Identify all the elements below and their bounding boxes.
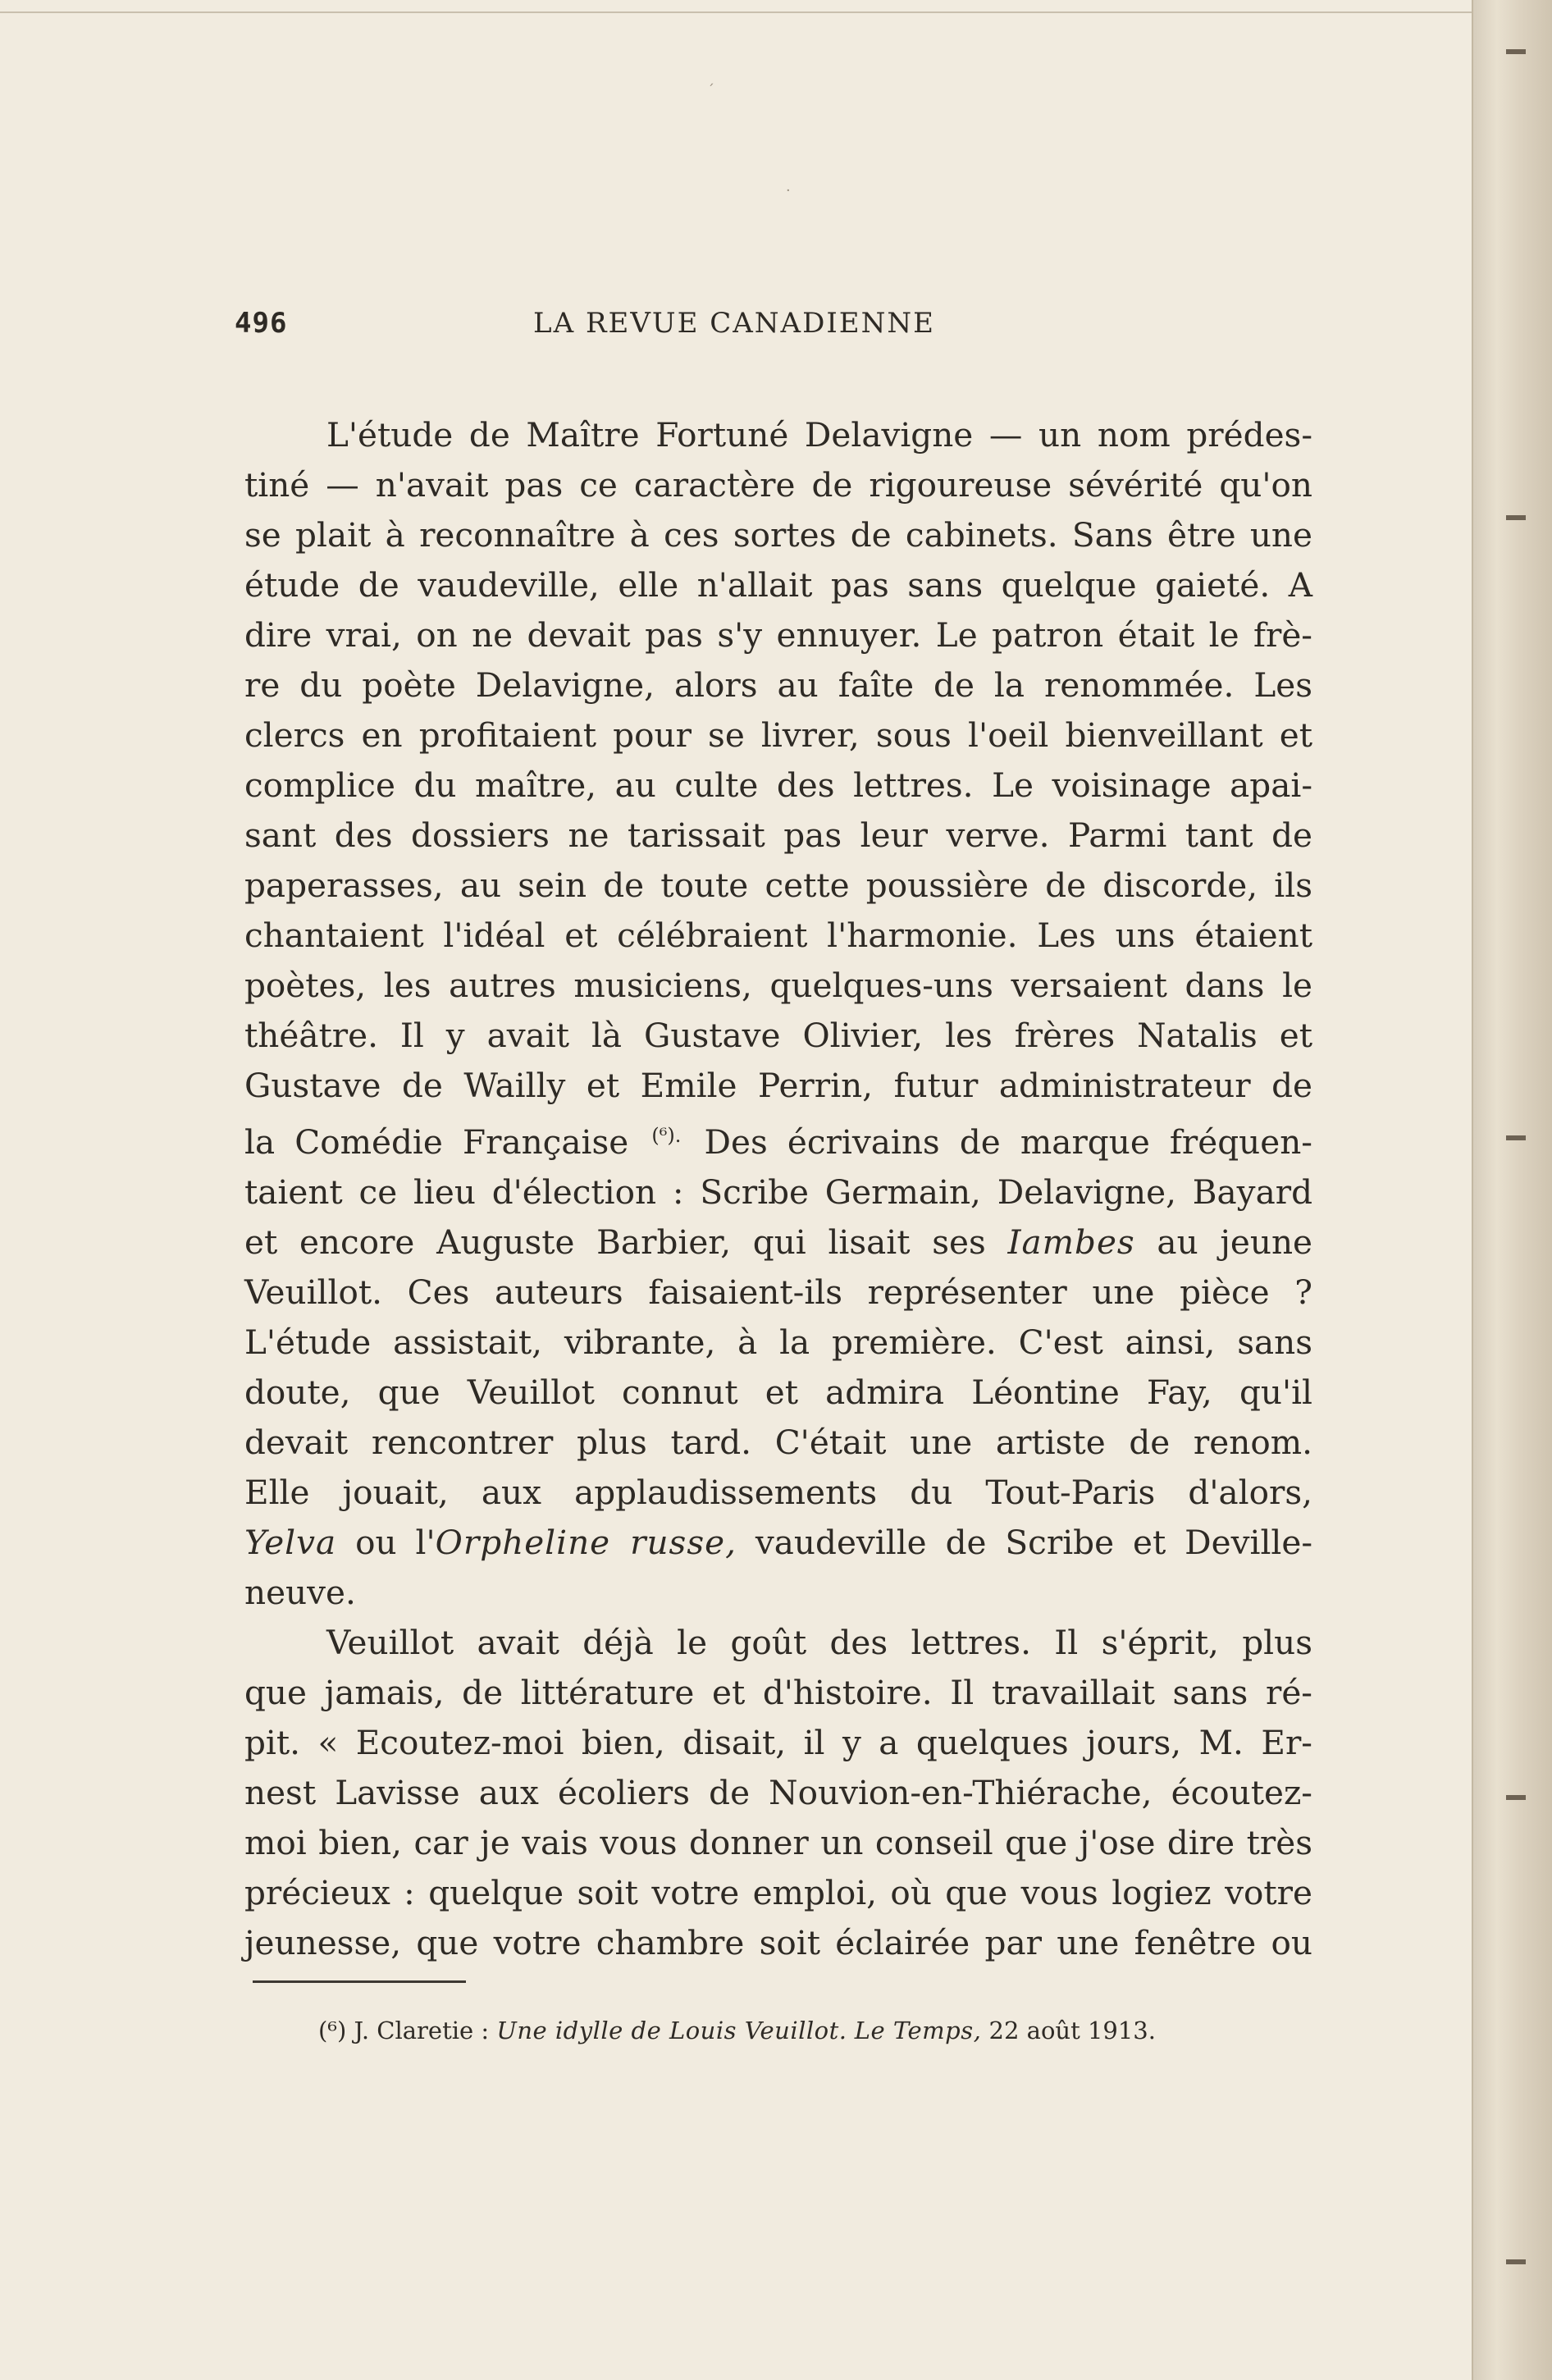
- page-edge-nick: [1506, 2259, 1526, 2264]
- text-line: taient ce lieu d'élection : Scribe Germain, Delavigne, Bayard: [244, 1172, 1312, 1212]
- text-line: que jamais, de littérature et d'histoire. Il travaillait sans ré-: [244, 1673, 1312, 1712]
- text-line: pit. « Ecoutez-moi bien, disait, il y a quelques jours, M. Er-: [244, 1723, 1312, 1762]
- footnote: [318, 2014, 1312, 2047]
- footnote-title: Une idylle de Louis Veuillot.: [496, 2017, 847, 2044]
- page-header: [235, 307, 1312, 346]
- text-line: neuve.: [244, 1573, 356, 1612]
- text-segment: ou l': [355, 1523, 436, 1562]
- italic-title: Orpheline russe,: [435, 1523, 737, 1562]
- page-top-edge: [0, 11, 1477, 13]
- text-line: Gustave de Wailly et Emile Perrin, futur administrateur de: [244, 1066, 1312, 1105]
- text-line: [244, 1217, 1312, 1268]
- text-line: sant des dossiers ne tarissait pas leur verve. Parmi tant de: [244, 815, 1312, 855]
- text-line: tiné — n'avait pas ce caractère de rigoureuse sévérité qu'on: [244, 465, 1312, 505]
- text-line: jeunesse, que votre chambre soit éclairée par une fenêtre ou: [244, 1923, 1312, 1962]
- text-segment: au jeune: [1157, 1222, 1313, 1262]
- text-line: doute, que Veuillot connut et admira Léontine Fay, qu'il: [244, 1373, 1312, 1412]
- stray-mark: ·: [786, 182, 791, 199]
- text-line: Elle jouait, aux applaudissements du Tout-Paris d'alors,: [244, 1473, 1312, 1512]
- italic-title: Iambes: [1007, 1222, 1135, 1262]
- text-line: poètes, les autres musiciens, quelques-uns versaient dans le: [244, 966, 1312, 1005]
- page-number: 496: [235, 307, 288, 340]
- text-line: clercs en profitaient pour se livrer, sous l'oeil bienveillant et: [244, 715, 1312, 755]
- text-line: devait rencontrer plus tard. C'était une artiste de renom.: [244, 1423, 1312, 1462]
- footnote-mark: (⁶): [318, 2017, 347, 2044]
- text-segment: vaudeville de Scribe et Deville-: [755, 1523, 1313, 1562]
- text-line: complice du maître, au culte des lettres. Le voisinage apai-: [244, 765, 1312, 805]
- footnote-reference: (⁶).: [651, 1124, 682, 1147]
- text-segment: Des écrivains de marque fréquen-: [704, 1122, 1312, 1162]
- text-line: L'étude assistait, vibrante, à la première. C'est ainsi, sans: [244, 1322, 1312, 1362]
- text-segment: la Comédie Française: [244, 1122, 629, 1162]
- text-line: Veuillot. Ces auteurs faisaient-ils représenter une pièce ?: [244, 1272, 1312, 1312]
- adjacent-page-edge: [1472, 0, 1552, 2380]
- page-edge-nick: [1506, 1795, 1526, 1800]
- text-line: Veuillot avait déjà le goût des lettres. Il s'éprit, plus: [326, 1623, 1312, 1662]
- text-line: [244, 1518, 1312, 1568]
- text-segment: et encore Auguste Barbier, qui lisait ses: [244, 1222, 986, 1262]
- page-edge-nick: [1506, 1135, 1526, 1140]
- text-line: chantaient l'idéal et célébraient l'harmonie. Les uns étaient: [244, 916, 1312, 955]
- italic-title: Yelva: [244, 1523, 337, 1562]
- text-line: paperasses, au sein de toute cette poussière de discorde, ils: [244, 866, 1312, 905]
- footnote-journal: Le Temps,: [854, 2017, 982, 2044]
- footnote-author: J. Claretie :: [354, 2017, 490, 2044]
- text-line: moi bien, car je vais vous donner un conseil que j'ose dire très: [244, 1823, 1312, 1862]
- stray-mark: ˊ: [707, 82, 714, 99]
- text-line: dire vrai, on ne devait pas s'y ennuyer. Le patron était le frè-: [244, 615, 1312, 655]
- text-line: théâtre. Il y avait là Gustave Olivier, les frères Natalis et: [244, 1016, 1312, 1055]
- article-body: [244, 410, 1312, 1968]
- footnote-separator: [253, 1980, 466, 1983]
- text-line: re du poète Delavigne, alors au faîte de la renommée. Les: [244, 665, 1312, 705]
- text-line: précieux : quelque soit votre emploi, où que vous logiez votre: [244, 1873, 1312, 1912]
- text-line: [244, 1111, 1312, 1167]
- text-line: étude de vaudeville, elle n'allait pas sans quelque gaieté. A: [244, 565, 1312, 605]
- page-edge-nick: [1506, 515, 1526, 520]
- text-line: L'étude de Maître Fortuné Delavigne — un nom prédes-: [326, 415, 1312, 455]
- text-line: se plait à reconnaître à ces sortes de cabinets. Sans être une: [244, 515, 1312, 555]
- page-edge-nick: [1506, 49, 1526, 54]
- footnote-date: 22 août 1913.: [988, 2017, 1156, 2044]
- text-line: nest Lavisse aux écoliers de Nouvion-en-Thiérache, écoutez-: [244, 1773, 1312, 1812]
- running-head: LA REVUE CANADIENNE: [533, 307, 935, 340]
